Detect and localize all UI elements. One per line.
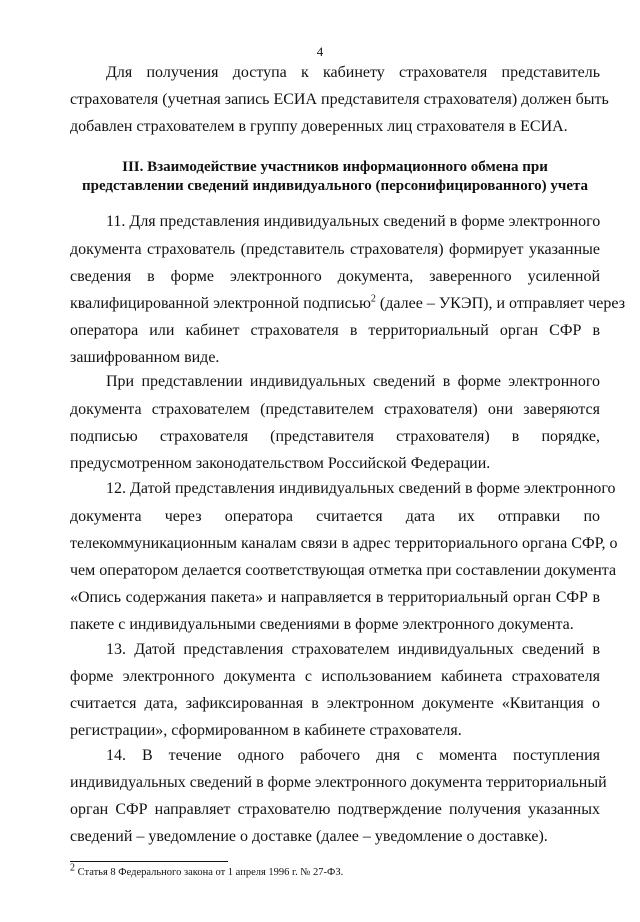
paragraph-access-line: Для получения доступа к кабинету страхователя представитель: [106, 64, 600, 81]
footnote: [70, 862, 344, 879]
paragraph-signing-line: документа страхователем (представителем страхователя) они заверяются: [70, 401, 600, 418]
item-12-line: телекоммуникационным каналам связи в адрес территориального органа СФР, о: [70, 535, 618, 552]
item-14-line: индивидуальных сведений в форме электронного документа территориальный: [70, 774, 607, 791]
item-14-line: сведений – уведомление о доставке (далее – уведомление о доставке).: [70, 828, 548, 845]
section-heading: III. Взаимодействие участников информационного обмена при: [122, 159, 548, 175]
paragraph-signing-line: При представлении индивидуальных сведений в форме электронного: [106, 373, 600, 390]
item-11-line: 11. Для представления индивидуальных сведений в форме электронного: [106, 213, 601, 230]
item-11-text: квалифицированной электронной подписью: [70, 295, 371, 312]
paragraph-access-line: добавлен страхователем в группу доверенных лиц страхователя в ЕСИА.: [70, 118, 568, 135]
item-12-line: чем оператором делается соответствующая отметка при составлении документа: [70, 562, 617, 579]
item-13-line: 13. Датой представления страхователем индивидуальных сведений в: [106, 641, 600, 658]
footnote-text: Статья 8 Федерального закона от 1 апреля 1996 г. № 27-ФЗ.: [75, 867, 344, 878]
footnote-divider: [70, 861, 228, 862]
item-11-line: документа страхователь (представитель страхователя) формирует указанные: [70, 241, 600, 258]
item-12-line: «Опись содержания пакета» и направляется в территориальный орган СФР в: [70, 589, 600, 606]
item-11-line: [70, 293, 626, 314]
item-12-line: пакете с индивидуальными сведениями в форме электронного документа.: [70, 616, 574, 633]
paragraph-access-line: страхователя (учетная запись ЕСИА представителя страхователя) должен быть: [70, 91, 609, 108]
item-14-line: 14. В течение одного рабочего дня с момента поступления: [106, 747, 600, 764]
item-12-line: 12. Датой представления индивидуальных сведений в форме электронного: [106, 480, 616, 497]
item-11-line: зашифрованном виде.: [70, 349, 220, 366]
item-11-text: (далее – УКЭП), и отправляет через: [375, 295, 626, 312]
paragraph-signing-line: предусмотренном законодательством Российской Федерации.: [70, 455, 491, 472]
item-14-line: орган СФР направляет страхователю подтверждение получения указанных: [70, 801, 600, 818]
page-number: 4: [316, 44, 324, 59]
section-heading: представлении сведений индивидуального (персонифицированного) учета: [81, 178, 589, 194]
item-11-line: сведения в форме электронного документа, заверенного усиленной: [70, 268, 600, 285]
item-13-line: регистрации», сформированном в кабинете страхователя.: [70, 722, 462, 739]
item-13-line: считается дата, зафиксированная в электронном документе «Квитанция о: [70, 695, 600, 712]
item-11-line: оператора или кабинет страхователя в территориальный орган СФР в: [70, 322, 600, 339]
paragraph-signing-line: подписью страхователя (представителя страхователя) в порядке,: [70, 428, 600, 445]
footnote-mark: 2: [70, 862, 75, 874]
item-13-line: форме электронного документа с использованием кабинета страхователя: [70, 668, 600, 685]
footnote-reference: 2: [370, 293, 376, 305]
item-12-line: документа через оператора считается дата их отправки по: [70, 508, 600, 525]
